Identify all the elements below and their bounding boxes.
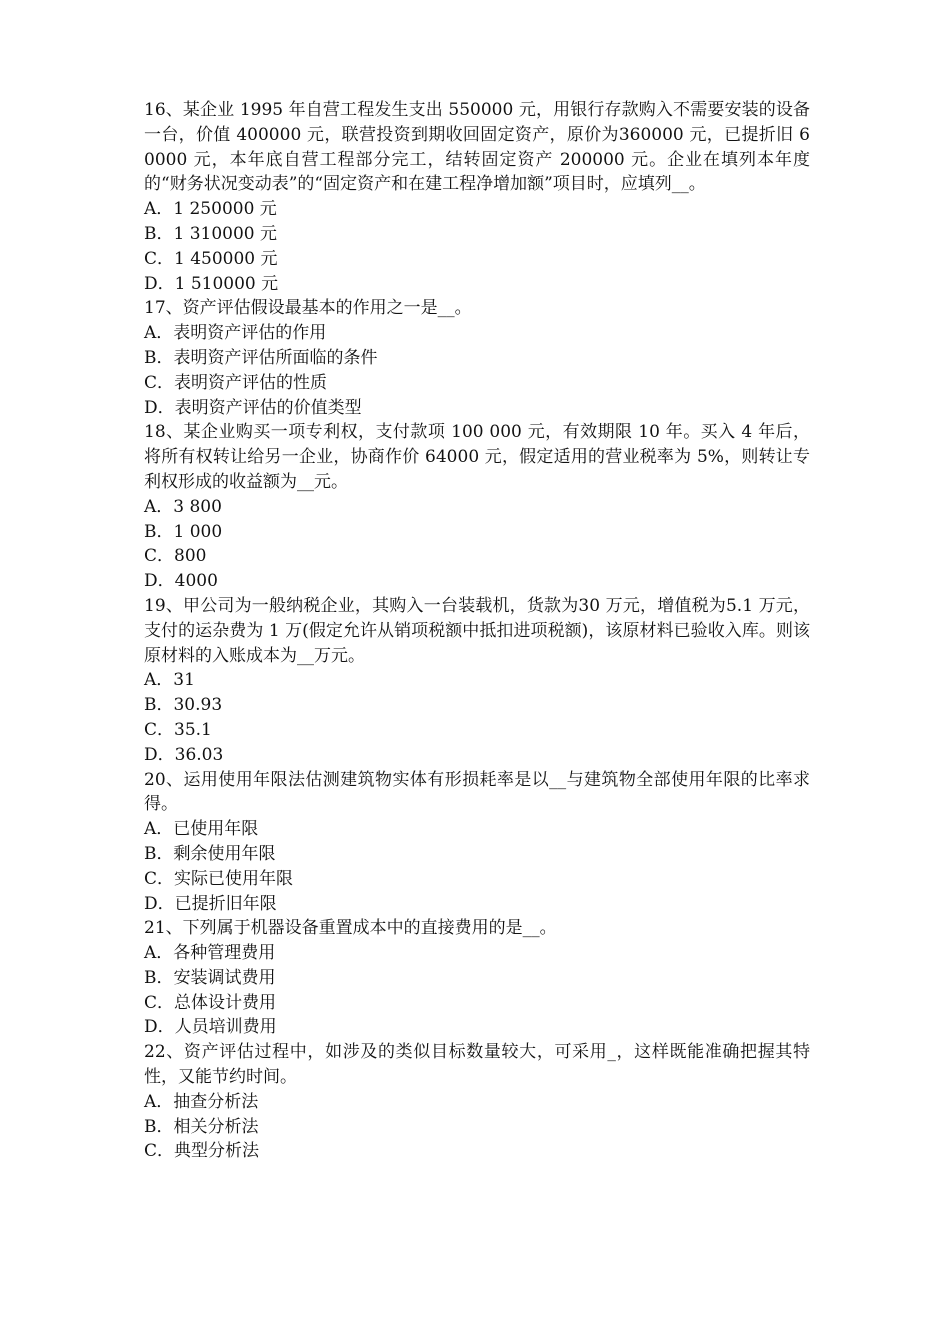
option-b: B．相关分析法 [144, 1116, 259, 1137]
question-stem: 16、某企业 1995 年自营工程发生支出 550000 元，用银行存款购入不需要安装的设备一台，价值 400000 元，联营投资到期收回固定资产，原价为360000 元，已提折旧 60000 元，本年底自营工程部分完工，结转固定资产 200000 元。企业在填列本年度的“财务状况变动表”的“固定资产和在建工程净增加额”项目时，应填列__。 [144, 100, 810, 195]
option-a: A．抽查分析法 [144, 1091, 259, 1112]
option-d: D．36.03 [144, 744, 224, 765]
option-c: C．800 [144, 546, 207, 567]
question-18 [144, 420, 810, 594]
question-21 [144, 916, 810, 1040]
question-stem: 19、甲公司为一般纳税企业，其购入一台装载机，货款为30 万元，增值税为5.1 万元，支付的运杂费为 1 万(假定允许从销项税额中抵扣进项税额)，该原材料已验收入库。则该原材料的入账成本为__万元。 [144, 595, 810, 666]
option-c: C．表明资产评估的性质 [144, 372, 328, 393]
option-b: B．1 310000 元 [144, 223, 278, 244]
option-c: C．总体设计费用 [144, 992, 277, 1013]
option-a: A．1 250000 元 [144, 199, 277, 220]
option-a: A．各种管理费用 [144, 943, 276, 964]
option-b: B．安装调试费用 [144, 967, 276, 988]
option-b: B．剩余使用年限 [144, 843, 276, 864]
option-b: B．1 000 [144, 521, 223, 542]
option-a: A．3 800 [144, 496, 222, 517]
document-page [144, 98, 810, 1164]
question-stem: 18、某企业购买一项专利权，支付款项 100 000 元，有效期限 10 年。买入 4 年后，将所有权转让给另一企业，协商作价 64000 元，假定适用的营业税率为 5%，则转让专利权形成的收益额为__元。 [144, 422, 810, 492]
option-d: D．1 510000 元 [144, 273, 279, 294]
option-a: A．表明资产评估的作用 [144, 323, 327, 344]
option-c: C．典型分析法 [144, 1141, 260, 1162]
question-stem: 21、下列属于机器设备重置成本中的直接费用的是__。 [144, 918, 557, 939]
option-c: C．1 450000 元 [144, 248, 278, 269]
option-d: D．表明资产评估的价值类型 [144, 397, 362, 418]
question-19 [144, 594, 810, 768]
option-c: C．35.1 [144, 719, 212, 740]
option-c: C．实际已使用年限 [144, 868, 294, 889]
option-a: A．已使用年限 [144, 819, 259, 840]
question-16 [144, 98, 810, 296]
question-stem: 20、运用使用年限法估测建筑物实体有形损耗率是以__与建筑物全部使用年限的比率求得。 [144, 769, 810, 815]
option-a: A．31 [144, 670, 195, 691]
question-stem: 22、资产评估过程中，如涉及的类似目标数量较大，可采用_，这样既能准确把握其特性，又能节约时间。 [144, 1042, 810, 1088]
option-b: B．表明资产评估所面临的条件 [144, 347, 378, 368]
question-stem: 17、资产评估假设最基本的作用之一是__。 [144, 298, 472, 319]
option-d: D．人员培训费用 [144, 1017, 277, 1038]
question-22 [144, 1040, 810, 1164]
question-17 [144, 296, 810, 420]
question-20 [144, 768, 810, 917]
option-d: D．已提折旧年限 [144, 893, 277, 914]
option-d: D．4000 [144, 571, 218, 592]
option-b: B．30.93 [144, 695, 223, 716]
